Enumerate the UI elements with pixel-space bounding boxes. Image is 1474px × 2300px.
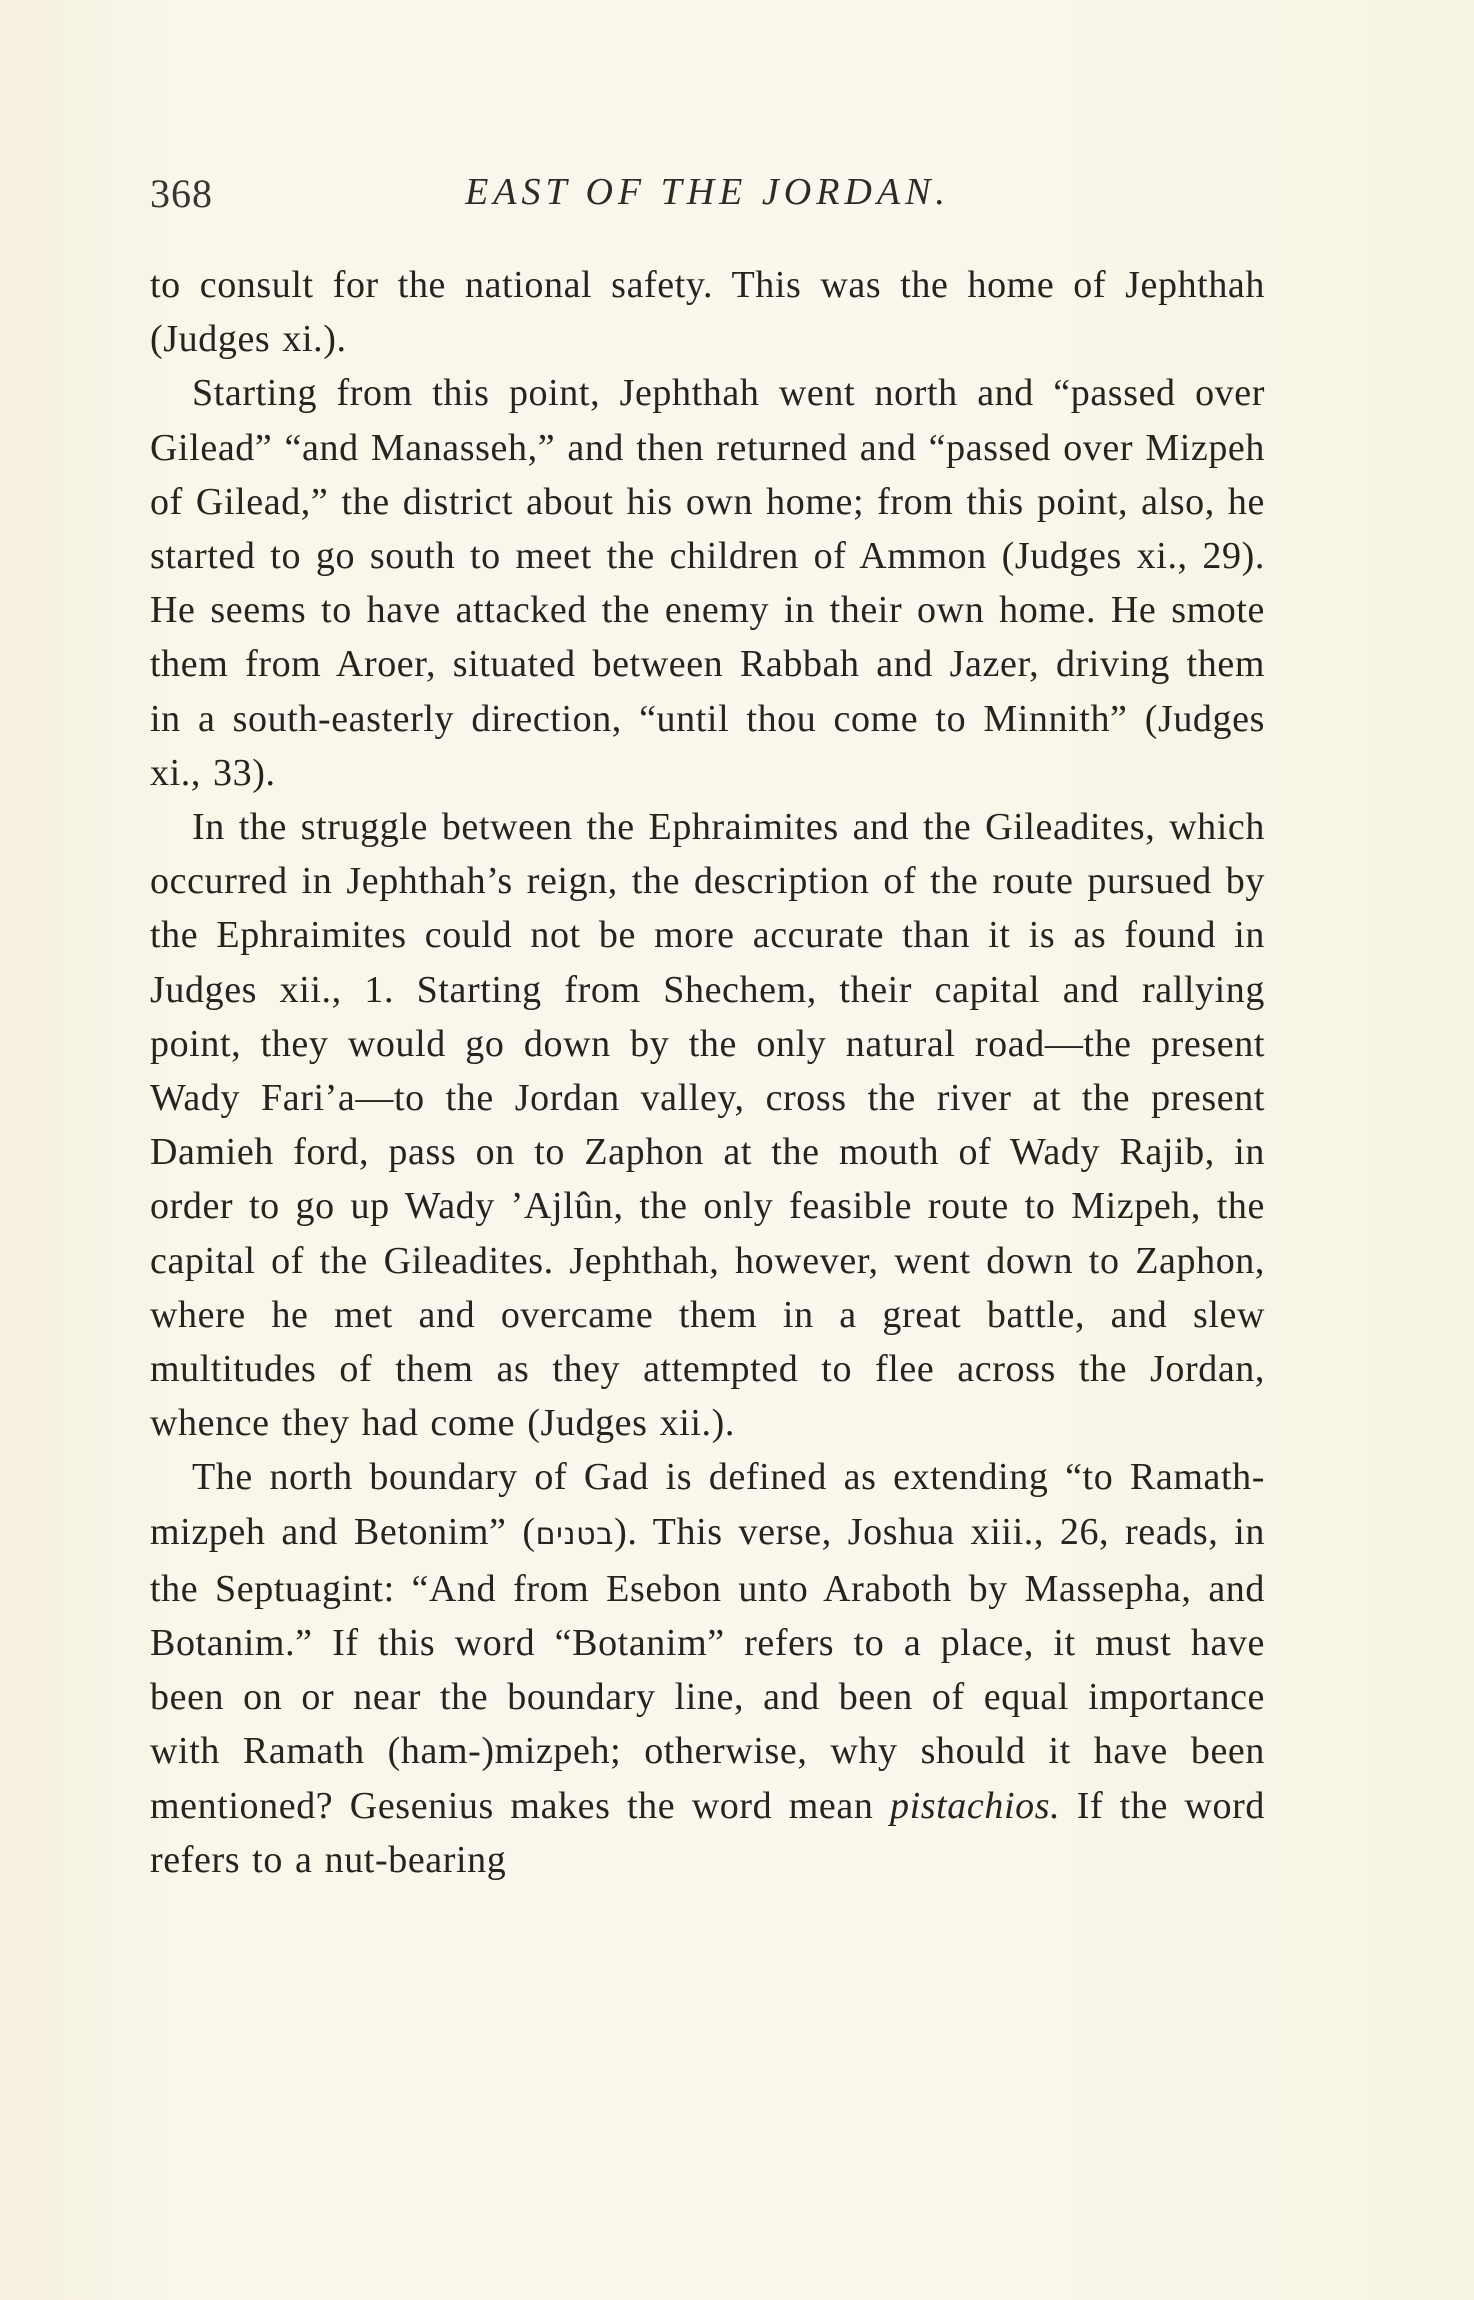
paragraph-4-text-b: ). This verse, Joshua xiii., 26, reads, in the Septuagint: “And from Esebon unto Araboth by Massepha, and Botanim.” If this word “Botanim” refers to a place, it must have been on or near the boundary line, and been of equal importance with Ramath (ham-)mizpeh; otherwise, why should it have been mentioned? Gesenius makes the word mean	[150, 1510, 1265, 1827]
page-header	[150, 170, 1265, 230]
paragraph-3: In the struggle between the Ephraimites and the Gileadites, which occurred in Jephthah’s reign, the description of the route pursued by the Ephraimites could not be more accurate than it is as found in Judges xii., 1. Starting from Shechem, their capital and rallying point, they would go down by the only natural road—the present Wady Fari’a—to the Jordan valley, cross the river at the present Damieh ford, pass on to Zaphon at the mouth of Wady Rajib, in order to go up Wady ’Ajlûn, the only feasible route to Mizpeh, the capital of the Gileadites. Jephthah, however, went down to Zaphon, where he met and overcame them in a great battle, and slew multitudes of them as they attempted to flee across the Jordan, whence they had come (Judges xii.).	[150, 806, 1265, 1445]
running-title: EAST OF THE JORDAN.	[465, 171, 950, 213]
italic-word-pistachios: pistachios.	[890, 1784, 1061, 1827]
body-text	[150, 258, 1265, 1887]
paragraph-2: Starting from this point, Jephthah went north and “passed over Gilead” “and Manasseh,” and then returned and “passed over Mizpeh of Gilead,” the district about his own home; from this point, also, he started to go south to meet the children of Ammon (Judges xi., 29). He seems to have attacked the enemy in their own home. He smote them from Aroer, situated between Rabbah and Jazer, driving them in a south-easterly direction, “until thou come to Minnith” (Judges xi., 33).	[150, 372, 1265, 794]
paragraph-4	[150, 1450, 1265, 1887]
paragraph-1: to consult for the national safety. This was the home of Jephthah (Judges xi.).	[150, 264, 1265, 361]
hebrew-word-betonim: בטנים	[535, 1516, 615, 1552]
page-number: 368	[150, 171, 213, 216]
paragraph-4-text-c: If the word refers to a nut-bearing	[150, 1784, 1266, 1881]
paragraph-4-text-a: The north boundary of Gad is defined as extending “to Ramath-mizpeh and Betonim” (	[150, 1456, 1265, 1553]
